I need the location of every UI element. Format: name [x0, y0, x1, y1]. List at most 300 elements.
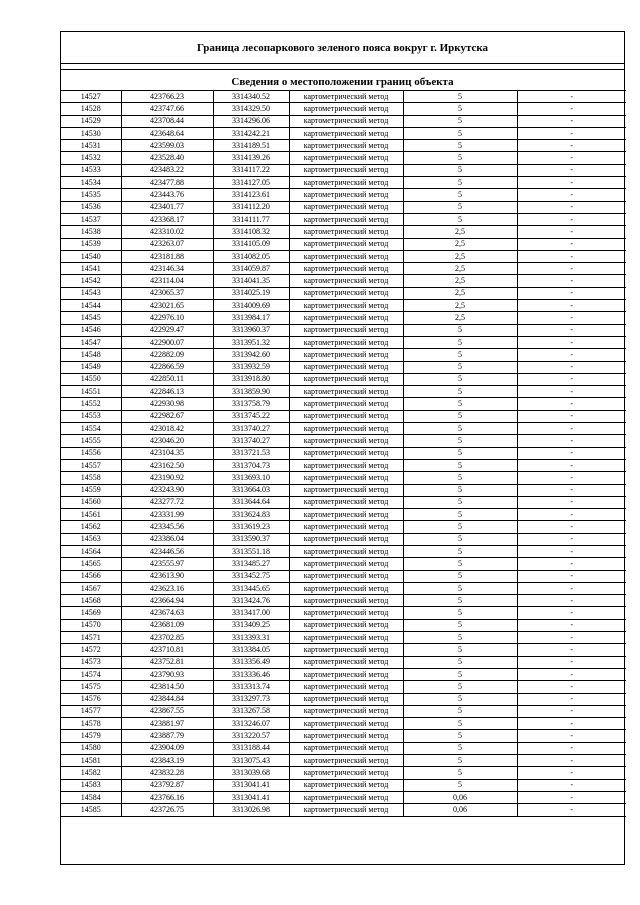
description-cell: -: [517, 447, 626, 459]
x-coordinate-cell: 423310.02: [121, 226, 213, 238]
description-cell: -: [517, 767, 626, 779]
table-row: [61, 201, 626, 213]
x-coordinate-cell: 423190.92: [121, 472, 213, 484]
table-row: [61, 705, 626, 717]
accuracy-cell: 5: [403, 681, 517, 693]
point-number-cell: 14551: [61, 386, 121, 398]
x-coordinate-cell: 423881.97: [121, 718, 213, 730]
description-cell: -: [517, 681, 626, 693]
method-cell: картометрический метод: [289, 312, 403, 324]
point-number-cell: 14530: [61, 127, 121, 139]
point-number-cell: 14578: [61, 718, 121, 730]
method-cell: картометрический метод: [289, 496, 403, 508]
accuracy-cell: 5: [403, 533, 517, 545]
accuracy-cell: 5: [403, 705, 517, 717]
point-number-cell: 14575: [61, 681, 121, 693]
method-cell: картометрический метод: [289, 213, 403, 225]
accuracy-cell: 2,5: [403, 275, 517, 287]
y-coordinate-cell: 3313551.18: [213, 545, 289, 557]
table-row: [61, 472, 626, 484]
table-row: [61, 423, 626, 435]
y-coordinate-cell: 3314127.05: [213, 177, 289, 189]
point-number-cell: 14537: [61, 213, 121, 225]
x-coordinate-cell: 423904.09: [121, 742, 213, 754]
description-cell: -: [517, 472, 626, 484]
description-cell: -: [517, 361, 626, 373]
x-coordinate-cell: 423277.72: [121, 496, 213, 508]
accuracy-cell: 2,5: [403, 263, 517, 275]
point-number-cell: 14539: [61, 238, 121, 250]
table-row: [61, 484, 626, 496]
y-coordinate-cell: 3313918.80: [213, 373, 289, 385]
x-coordinate-cell: 422982.67: [121, 410, 213, 422]
accuracy-cell: 5: [403, 459, 517, 471]
accuracy-cell: 5: [403, 767, 517, 779]
y-coordinate-cell: 3313313.74: [213, 681, 289, 693]
point-number-cell: 14571: [61, 632, 121, 644]
table-row: [61, 336, 626, 348]
accuracy-cell: 2,5: [403, 250, 517, 262]
x-coordinate-cell: 423555.97: [121, 558, 213, 570]
x-coordinate-cell: 423483.22: [121, 164, 213, 176]
description-cell: -: [517, 718, 626, 730]
method-cell: картометрический метод: [289, 644, 403, 656]
description-cell: -: [517, 545, 626, 557]
x-coordinate-cell: 422882.09: [121, 349, 213, 361]
accuracy-cell: 5: [403, 521, 517, 533]
accuracy-cell: 5: [403, 423, 517, 435]
accuracy-cell: 0,06: [403, 791, 517, 803]
accuracy-cell: 2,5: [403, 226, 517, 238]
y-coordinate-cell: 3313267.58: [213, 705, 289, 717]
accuracy-cell: 5: [403, 177, 517, 189]
table-row: [61, 521, 626, 533]
method-cell: картометрический метод: [289, 263, 403, 275]
accuracy-cell: 5: [403, 386, 517, 398]
method-cell: картометрический метод: [289, 447, 403, 459]
description-cell: -: [517, 619, 626, 631]
accuracy-cell: 5: [403, 632, 517, 644]
accuracy-cell: 5: [403, 607, 517, 619]
description-cell: -: [517, 582, 626, 594]
description-cell: -: [517, 423, 626, 435]
point-number-cell: 14563: [61, 533, 121, 545]
x-coordinate-cell: 423814.50: [121, 681, 213, 693]
accuracy-cell: 5: [403, 755, 517, 767]
x-coordinate-cell: 423792.87: [121, 779, 213, 791]
document-title: Граница лесопаркового зеленого пояса вокруг г. Иркутска: [61, 32, 624, 64]
table-row: [61, 582, 626, 594]
accuracy-cell: 5: [403, 472, 517, 484]
point-number-cell: 14584: [61, 791, 121, 803]
method-cell: картометрический метод: [289, 398, 403, 410]
point-number-cell: 14579: [61, 730, 121, 742]
accuracy-cell: 5: [403, 410, 517, 422]
description-cell: -: [517, 521, 626, 533]
method-cell: картометрический метод: [289, 804, 403, 816]
method-cell: картометрический метод: [289, 607, 403, 619]
x-coordinate-cell: 422929.47: [121, 324, 213, 336]
point-number-cell: 14580: [61, 742, 121, 754]
x-coordinate-cell: 422846.13: [121, 386, 213, 398]
y-coordinate-cell: 3313445.65: [213, 582, 289, 594]
method-cell: картометрический метод: [289, 287, 403, 299]
x-coordinate-cell: 423664.94: [121, 595, 213, 607]
description-cell: -: [517, 668, 626, 680]
table-row: [61, 91, 626, 103]
description-cell: -: [517, 312, 626, 324]
table-row: [61, 644, 626, 656]
description-cell: -: [517, 201, 626, 213]
accuracy-cell: 2,5: [403, 238, 517, 250]
x-coordinate-cell: 423867.55: [121, 705, 213, 717]
table-row: [61, 324, 626, 336]
x-coordinate-cell: 423021.65: [121, 300, 213, 312]
y-coordinate-cell: 3313220.57: [213, 730, 289, 742]
y-coordinate-cell: 3313409.25: [213, 619, 289, 631]
accuracy-cell: 5: [403, 742, 517, 754]
x-coordinate-cell: 423368.17: [121, 213, 213, 225]
x-coordinate-cell: 423832.28: [121, 767, 213, 779]
y-coordinate-cell: 3313758.79: [213, 398, 289, 410]
x-coordinate-cell: 423766.16: [121, 791, 213, 803]
point-number-cell: 14568: [61, 595, 121, 607]
method-cell: картометрический метод: [289, 668, 403, 680]
method-cell: картометрический метод: [289, 472, 403, 484]
method-cell: картометрический метод: [289, 250, 403, 262]
table-row: [61, 152, 626, 164]
accuracy-cell: 5: [403, 373, 517, 385]
y-coordinate-cell: 3313704.73: [213, 459, 289, 471]
description-cell: -: [517, 435, 626, 447]
method-cell: картометрический метод: [289, 410, 403, 422]
point-number-cell: 14558: [61, 472, 121, 484]
point-number-cell: 14546: [61, 324, 121, 336]
accuracy-cell: 5: [403, 152, 517, 164]
y-coordinate-cell: 3313932.59: [213, 361, 289, 373]
method-cell: картометрический метод: [289, 423, 403, 435]
method-cell: картометрический метод: [289, 705, 403, 717]
y-coordinate-cell: 3314112.20: [213, 201, 289, 213]
y-coordinate-cell: 3314329.50: [213, 103, 289, 115]
accuracy-cell: 5: [403, 779, 517, 791]
method-cell: картометрический метод: [289, 632, 403, 644]
y-coordinate-cell: 3313721.53: [213, 447, 289, 459]
description-cell: -: [517, 484, 626, 496]
accuracy-cell: 5: [403, 213, 517, 225]
y-coordinate-cell: 3314340.52: [213, 91, 289, 103]
description-cell: -: [517, 558, 626, 570]
accuracy-cell: 5: [403, 201, 517, 213]
point-number-cell: 14536: [61, 201, 121, 213]
point-number-cell: 14582: [61, 767, 121, 779]
accuracy-cell: 5: [403, 558, 517, 570]
description-cell: -: [517, 595, 626, 607]
description-cell: -: [517, 300, 626, 312]
x-coordinate-cell: 423843.19: [121, 755, 213, 767]
method-cell: картометрический метод: [289, 595, 403, 607]
y-coordinate-cell: 3313041.41: [213, 791, 289, 803]
y-coordinate-cell: 3313740.27: [213, 423, 289, 435]
method-cell: картометрический метод: [289, 300, 403, 312]
table-row: [61, 250, 626, 262]
document-frame: [60, 31, 625, 865]
accuracy-cell: 5: [403, 656, 517, 668]
y-coordinate-cell: 3313664.03: [213, 484, 289, 496]
x-coordinate-cell: 423752.81: [121, 656, 213, 668]
accuracy-cell: 5: [403, 619, 517, 631]
accuracy-cell: 5: [403, 361, 517, 373]
table-row: [61, 127, 626, 139]
y-coordinate-cell: 3313424.76: [213, 595, 289, 607]
description-cell: -: [517, 140, 626, 152]
table-row: [61, 693, 626, 705]
description-cell: -: [517, 496, 626, 508]
x-coordinate-cell: 423613.90: [121, 570, 213, 582]
y-coordinate-cell: 3314189.51: [213, 140, 289, 152]
accuracy-cell: 5: [403, 336, 517, 348]
x-coordinate-cell: 423114.04: [121, 275, 213, 287]
x-coordinate-cell: 423243.90: [121, 484, 213, 496]
point-number-cell: 14567: [61, 582, 121, 594]
point-number-cell: 14570: [61, 619, 121, 631]
table-row: [61, 189, 626, 201]
x-coordinate-cell: 423528.40: [121, 152, 213, 164]
method-cell: картометрический метод: [289, 730, 403, 742]
point-number-cell: 14534: [61, 177, 121, 189]
description-cell: -: [517, 632, 626, 644]
point-number-cell: 14548: [61, 349, 121, 361]
method-cell: картометрический метод: [289, 189, 403, 201]
x-coordinate-cell: 423046.20: [121, 435, 213, 447]
point-number-cell: 14554: [61, 423, 121, 435]
x-coordinate-cell: 422976.10: [121, 312, 213, 324]
method-cell: картометрический метод: [289, 177, 403, 189]
description-cell: -: [517, 804, 626, 816]
table-row: [61, 558, 626, 570]
y-coordinate-cell: 3313740.27: [213, 435, 289, 447]
table-row: [61, 287, 626, 299]
point-number-cell: 14560: [61, 496, 121, 508]
point-number-cell: 14547: [61, 336, 121, 348]
x-coordinate-cell: 423710.81: [121, 644, 213, 656]
point-number-cell: 14541: [61, 263, 121, 275]
method-cell: картометрический метод: [289, 693, 403, 705]
method-cell: картометрический метод: [289, 91, 403, 103]
accuracy-cell: 5: [403, 595, 517, 607]
method-cell: картометрический метод: [289, 361, 403, 373]
x-coordinate-cell: 422850.11: [121, 373, 213, 385]
point-number-cell: 14528: [61, 103, 121, 115]
x-coordinate-cell: 423162.50: [121, 459, 213, 471]
y-coordinate-cell: 3313590.37: [213, 533, 289, 545]
accuracy-cell: 5: [403, 140, 517, 152]
accuracy-cell: 5: [403, 115, 517, 127]
table-row: [61, 263, 626, 275]
description-cell: -: [517, 189, 626, 201]
table-row: [61, 779, 626, 791]
x-coordinate-cell: 423747.66: [121, 103, 213, 115]
y-coordinate-cell: 3314105.09: [213, 238, 289, 250]
accuracy-cell: 5: [403, 570, 517, 582]
accuracy-cell: 5: [403, 545, 517, 557]
point-number-cell: 14569: [61, 607, 121, 619]
point-number-cell: 14556: [61, 447, 121, 459]
y-coordinate-cell: 3314082.05: [213, 250, 289, 262]
table-row: [61, 632, 626, 644]
description-cell: -: [517, 91, 626, 103]
x-coordinate-cell: 423623.16: [121, 582, 213, 594]
point-number-cell: 14544: [61, 300, 121, 312]
y-coordinate-cell: 3313246.07: [213, 718, 289, 730]
section-heading: Сведения о местоположении границ объекта: [231, 76, 454, 88]
description-cell: -: [517, 693, 626, 705]
table-row: [61, 164, 626, 176]
table-row: [61, 410, 626, 422]
point-number-cell: 14552: [61, 398, 121, 410]
x-coordinate-cell: 423726.75: [121, 804, 213, 816]
method-cell: картометрический метод: [289, 570, 403, 582]
description-cell: -: [517, 730, 626, 742]
description-cell: -: [517, 779, 626, 791]
description-cell: -: [517, 398, 626, 410]
x-coordinate-cell: 423345.56: [121, 521, 213, 533]
point-number-cell: 14559: [61, 484, 121, 496]
table-row: [61, 435, 626, 447]
description-cell: -: [517, 226, 626, 238]
description-cell: -: [517, 791, 626, 803]
accuracy-cell: 5: [403, 435, 517, 447]
method-cell: картометрический метод: [289, 226, 403, 238]
table-row: [61, 595, 626, 607]
y-coordinate-cell: 3313619.23: [213, 521, 289, 533]
method-cell: картометрический метод: [289, 164, 403, 176]
accuracy-cell: 5: [403, 693, 517, 705]
table-row: [61, 681, 626, 693]
point-number-cell: 14562: [61, 521, 121, 533]
method-cell: картометрический метод: [289, 619, 403, 631]
description-cell: -: [517, 607, 626, 619]
x-coordinate-cell: 422866.59: [121, 361, 213, 373]
table-row: [61, 115, 626, 127]
x-coordinate-cell: 422900.07: [121, 336, 213, 348]
method-cell: картометрический метод: [289, 545, 403, 557]
description-cell: -: [517, 742, 626, 754]
accuracy-cell: 5: [403, 496, 517, 508]
method-cell: картометрический метод: [289, 336, 403, 348]
x-coordinate-cell: 423181.88: [121, 250, 213, 262]
description-cell: -: [517, 213, 626, 225]
table-row: [61, 668, 626, 680]
y-coordinate-cell: 3313393.31: [213, 632, 289, 644]
description-cell: -: [517, 705, 626, 717]
y-coordinate-cell: 3313336.46: [213, 668, 289, 680]
description-cell: -: [517, 164, 626, 176]
y-coordinate-cell: 3313026.98: [213, 804, 289, 816]
description-cell: -: [517, 250, 626, 262]
x-coordinate-cell: 422930.98: [121, 398, 213, 410]
y-coordinate-cell: 3313417.00: [213, 607, 289, 619]
accuracy-cell: 5: [403, 324, 517, 336]
table-row: [61, 177, 626, 189]
y-coordinate-cell: 3313942.60: [213, 349, 289, 361]
accuracy-cell: 5: [403, 582, 517, 594]
point-number-cell: 14535: [61, 189, 121, 201]
accuracy-cell: 5: [403, 349, 517, 361]
table-row: [61, 804, 626, 816]
table-row: [61, 300, 626, 312]
table-row: [61, 103, 626, 115]
y-coordinate-cell: 3313485.27: [213, 558, 289, 570]
y-coordinate-cell: 3313041.41: [213, 779, 289, 791]
y-coordinate-cell: 3313693.10: [213, 472, 289, 484]
description-cell: -: [517, 287, 626, 299]
method-cell: картометрический метод: [289, 533, 403, 545]
y-coordinate-cell: 3314139.26: [213, 152, 289, 164]
table-row: [61, 755, 626, 767]
description-cell: -: [517, 324, 626, 336]
point-number-cell: 14531: [61, 140, 121, 152]
y-coordinate-cell: 3314242.21: [213, 127, 289, 139]
table-row: [61, 742, 626, 754]
method-cell: картометрический метод: [289, 238, 403, 250]
table-row: [61, 226, 626, 238]
accuracy-cell: 2,5: [403, 287, 517, 299]
point-number-cell: 14550: [61, 373, 121, 385]
x-coordinate-cell: 423599.03: [121, 140, 213, 152]
description-cell: -: [517, 263, 626, 275]
x-coordinate-cell: 423674.63: [121, 607, 213, 619]
method-cell: картометрический метод: [289, 742, 403, 754]
method-cell: картометрический метод: [289, 386, 403, 398]
table-row: [61, 373, 626, 385]
description-cell: -: [517, 644, 626, 656]
method-cell: картометрический метод: [289, 140, 403, 152]
y-coordinate-cell: 3313624.83: [213, 509, 289, 521]
method-cell: картометрический метод: [289, 718, 403, 730]
table-row: [61, 607, 626, 619]
table-row: [61, 533, 626, 545]
y-coordinate-cell: 3313384.05: [213, 644, 289, 656]
method-cell: картометрический метод: [289, 484, 403, 496]
y-coordinate-cell: 3313039.68: [213, 767, 289, 779]
method-cell: картометрический метод: [289, 509, 403, 521]
y-coordinate-cell: 3313356.49: [213, 656, 289, 668]
point-number-cell: 14576: [61, 693, 121, 705]
description-cell: -: [517, 570, 626, 582]
x-coordinate-cell: 423790.93: [121, 668, 213, 680]
table-row: [61, 496, 626, 508]
accuracy-cell: 5: [403, 644, 517, 656]
point-number-cell: 14583: [61, 779, 121, 791]
method-cell: картометрический метод: [289, 459, 403, 471]
x-coordinate-cell: 423702.85: [121, 632, 213, 644]
point-number-cell: 14572: [61, 644, 121, 656]
method-cell: картометрический метод: [289, 755, 403, 767]
table-row: [61, 619, 626, 631]
point-number-cell: 14540: [61, 250, 121, 262]
method-cell: картометрический метод: [289, 656, 403, 668]
accuracy-cell: 5: [403, 164, 517, 176]
method-cell: картометрический метод: [289, 115, 403, 127]
table-row: [61, 767, 626, 779]
y-coordinate-cell: 3313951.32: [213, 336, 289, 348]
point-number-cell: 14533: [61, 164, 121, 176]
point-number-cell: 14574: [61, 668, 121, 680]
accuracy-cell: 5: [403, 91, 517, 103]
accuracy-cell: 5: [403, 668, 517, 680]
method-cell: картометрический метод: [289, 582, 403, 594]
